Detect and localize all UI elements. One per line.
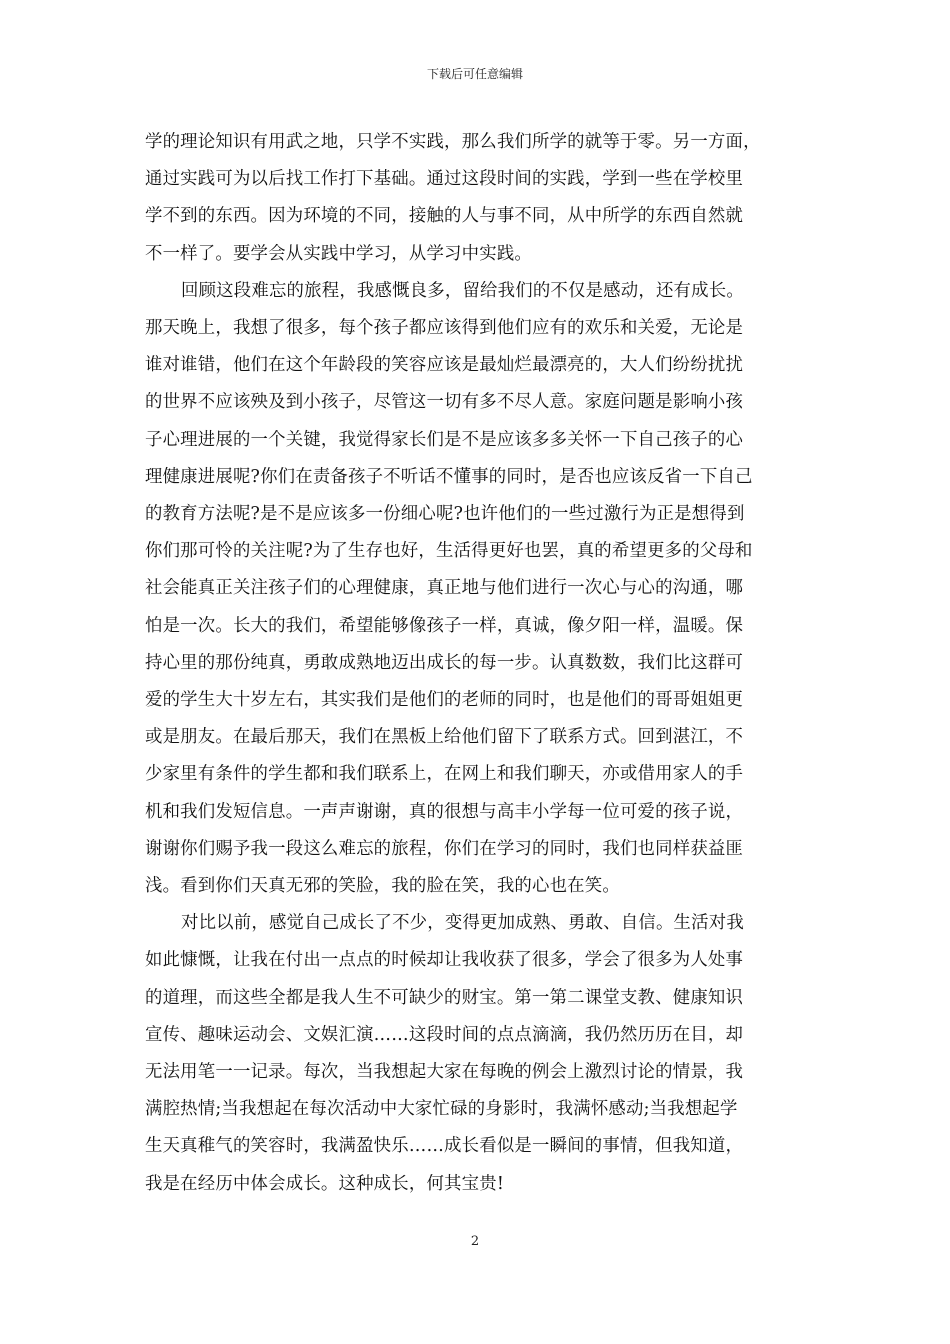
text-line: 怕是一次。长大的我们，希望能够像孩子一样，真诚，像夕阳一样，温暖。保 — [145, 615, 744, 636]
text-line: 少家里有条件的学生都和我们联系上，在网上和我们聊天，亦或借用家人的手 — [145, 764, 744, 785]
text-line: 的教育方法呢?是不是应该多一份细心呢?也许他们的一些过激行为正是想得到 — [145, 504, 745, 525]
text-line: 持心里的那份纯真，勇敢成熟地迈出成长的每一步。认真数数，我们比这群可 — [145, 652, 744, 673]
text-line: 生天真稚气的笑容时，我满盈快乐……成长看似是一瞬间的事情，但我知道， — [145, 1136, 744, 1157]
paragraph-2 — [145, 273, 806, 905]
text-line: 的道理，而这些全都是我人生不可缺少的财宝。第一第二课堂支教、健康知识 — [145, 987, 744, 1008]
text-line: 不一样了。要学会从实践中学习，从学习中实践。 — [145, 243, 532, 264]
text-line: 满腔热情;当我想起在每次活动中大家忙碌的身影时，我满怀感动;当我想起学 — [145, 1099, 738, 1120]
text-line: 爱的学生大十岁左右，其实我们是他们的老师的同时，也是他们的哥哥姐姐更 — [145, 690, 744, 711]
text-line: 机和我们发短信息。一声声谢谢，真的很想与高丰小学每一位可爱的孩子说， — [145, 801, 744, 822]
paragraph-3 — [145, 905, 806, 1203]
text-line: 浅。看到你们天真无邪的笑脸，我的脸在笑，我的心也在笑。 — [145, 876, 620, 897]
text-line: 无法用笔一一记录。每次，当我想起大家在每晚的例会上激烈讨论的情景，我 — [145, 1062, 744, 1083]
page-number: 2 — [470, 1234, 480, 1249]
text-line: 对比以前，感觉自己成长了不少，变得更加成熟、勇敢、自信。生活对我 — [181, 913, 744, 934]
text-line: 或是朋友。在最后那天，我们在黑板上给他们留下了联系方式。回到湛江，不 — [145, 727, 744, 748]
text-line: 学的理论知识有用武之地，只学不实践，那么我们所学的就等于零。另一方面， — [145, 132, 761, 152]
text-line: 社会能真正关注孩子们的心理健康，真正地与他们进行一次心与心的沟通，哪 — [145, 578, 744, 599]
text-line: 回顾这段难忘的旅程，我感慨良多，留给我们的不仅是感动，还有成长。 — [181, 280, 744, 301]
text-line: 通过实践可为以后找工作打下基础。通过这段时间的实践，学到一些在学校里 — [145, 169, 744, 190]
text-line: 那天晚上，我想了很多，每个孩子都应该得到他们应有的欢乐和关爱，无论是 — [145, 318, 744, 339]
text-line: 子心理进展的一个关键，我觉得家长们是不是应该多多关怀一下自己孩子的心 — [145, 429, 744, 450]
text-line: 你们那可怜的关注呢?为了生存也好，生活得更好也罢，真的希望更多的父母和 — [145, 541, 753, 562]
text-line: 谢谢你们赐予我一段这么难忘的旅程，你们在学习的同时，我们也同样获益匪 — [145, 838, 744, 859]
text-line: 我是在经历中体会成长。这种成长，何其宝贵! — [145, 1173, 505, 1194]
page-header: 下载后可任意编辑 — [426, 67, 523, 81]
text-line: 如此慷慨，让我在付出一点点的时候却让我收获了很多，学会了很多为人处事 — [145, 950, 744, 971]
text-line: 理健康进展呢?你们在责备孩子不听话不懂事的同时，是否也应该反省一下自己 — [145, 466, 753, 487]
paragraph-1 — [145, 124, 806, 273]
text-line: 谁对谁错，他们在这个年龄段的笑容应该是最灿烂最漂亮的，大人们纷纷扰扰 — [145, 355, 744, 376]
text-line: 宣传、趣味运动会、文娱汇演……这段时间的点点滴滴，我仍然历历在目，却 — [145, 1024, 744, 1045]
text-line: 学不到的东西。因为环境的不同，接触的人与事不同，从中所学的东西自然就 — [145, 206, 744, 227]
text-line: 的世界不应该殃及到小孩子，尽管这一切有多不尽人意。家庭问题是影响小孩 — [145, 392, 744, 413]
document-body — [145, 124, 806, 1203]
